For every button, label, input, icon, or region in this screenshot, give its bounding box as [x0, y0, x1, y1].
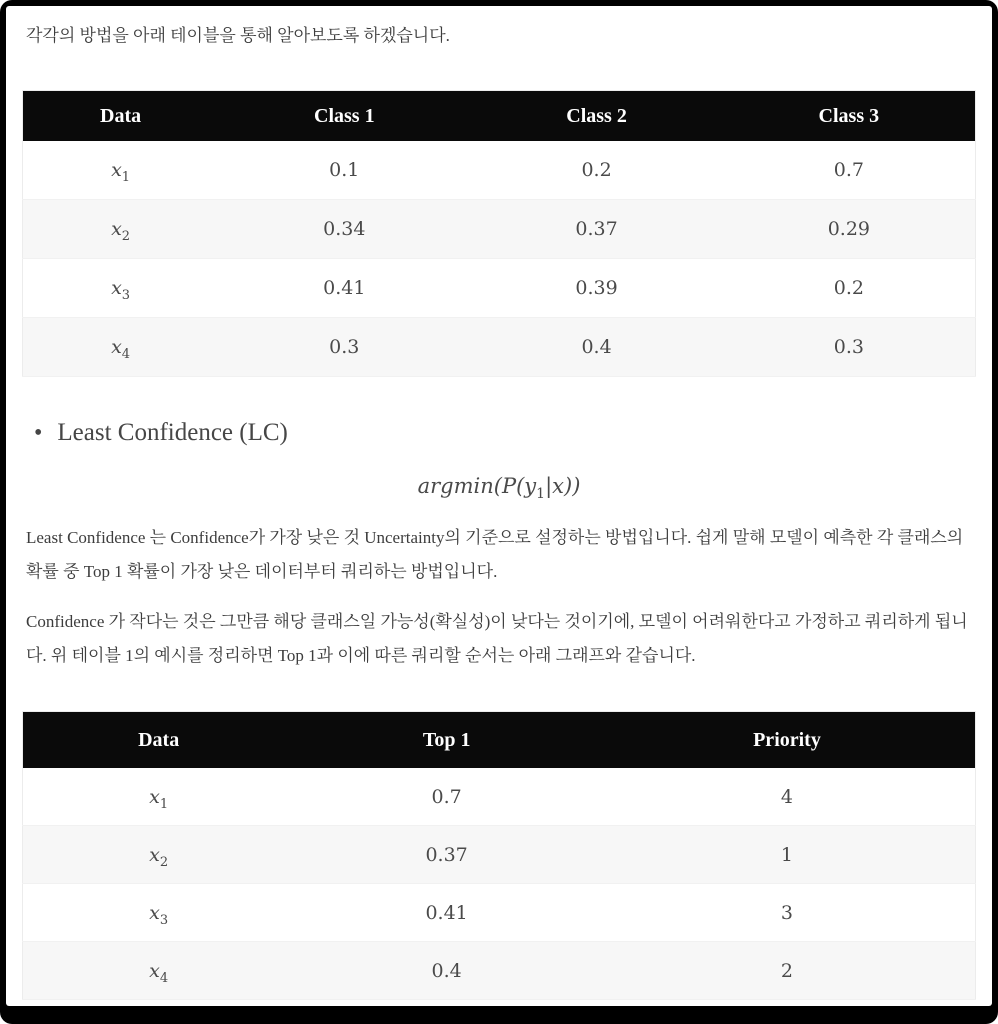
column-header: Class 2: [470, 91, 722, 142]
body-paragraph-2: Confidence 가 작다는 것은 그만큼 해당 클래스일 가능성(확실성)이 낮다는 것이기에, 모델이 어려워한다고 가정하고 쿼리하게 됩니다. 위 테이블 1의 예시를 정리하면 Top 1과 이에 따른 쿼리할 순서는 아래 그래프와 같습니다.: [26, 612, 968, 665]
section-heading-item: [34, 419, 976, 447]
table-cell: 0.2: [723, 259, 976, 318]
class-probability-table-header: [23, 91, 976, 142]
row-label: $x_4$: [23, 318, 219, 377]
priority-table: [22, 711, 976, 1000]
list-bullet-icon: •: [34, 419, 43, 446]
body-paragraph-1: Least Confidence 는 Confidence가 가장 낮은 것 Uncertainty의 기준으로 설정하는 방법입니다. 쉽게 말해 모델이 예측한 각 클래스의 확률 중 Top 1 확률이 가장 낮은 데이터부터 쿼리하는 방법입니다.: [26, 528, 964, 581]
table-cell: 0.2: [470, 141, 722, 200]
table-cell: 2: [599, 942, 976, 1000]
table-cell: 0.4: [294, 942, 599, 1000]
table-cell: 0.34: [218, 200, 470, 259]
formula-post: |x)): [545, 474, 581, 498]
table-row: [23, 768, 976, 826]
table-cell: 1: [599, 826, 976, 884]
table-row: [23, 141, 976, 200]
table-cell: 4: [599, 768, 976, 826]
table-row: [23, 884, 976, 942]
column-header: Priority: [599, 712, 976, 769]
priority-table-body: [23, 768, 976, 1000]
class-probability-table-body: [23, 141, 976, 377]
table-cell: 3: [599, 884, 976, 942]
row-label: $x_4$: [23, 942, 295, 1000]
table-cell: 0.1: [218, 141, 470, 200]
section-heading: Least Confidence (LC): [57, 419, 288, 446]
table-cell: 0.7: [723, 141, 976, 200]
table-cell: 0.37: [470, 200, 722, 259]
table-cell: 0.39: [470, 259, 722, 318]
column-header: Data: [23, 712, 295, 769]
table-cell: 0.41: [218, 259, 470, 318]
priority-table-header: [23, 712, 976, 769]
row-label: $x_3$: [23, 259, 219, 318]
table-cell: 0.37: [294, 826, 599, 884]
row-label: $x_2$: [23, 200, 219, 259]
table-row: [23, 259, 976, 318]
column-header: Class 3: [723, 91, 976, 142]
column-header: Class 1: [218, 91, 470, 142]
table-row: [23, 826, 976, 884]
argmin-formula: [22, 471, 976, 501]
row-label: $x_1$: [23, 141, 219, 200]
row-label: $x_3$: [23, 884, 295, 942]
intro-paragraph: 각각의 방법을 아래 테이블을 통해 알아보도록 하겠습니다.: [26, 26, 450, 45]
table-cell: 0.41: [294, 884, 599, 942]
article-content: [6, 6, 992, 1006]
row-label: $x_2$: [23, 826, 295, 884]
column-header: Top 1: [294, 712, 599, 769]
table-cell: 0.3: [218, 318, 470, 377]
table-row: [23, 200, 976, 259]
header-row: [23, 712, 976, 769]
header-row: [23, 91, 976, 142]
class-probability-table: [22, 90, 976, 377]
column-header: Data: [23, 91, 219, 142]
row-label: $x_1$: [23, 768, 295, 826]
formula-subscript: 1: [536, 486, 546, 503]
table-row: [23, 942, 976, 1000]
table-cell: 0.4: [470, 318, 722, 377]
table-cell: 0.3: [723, 318, 976, 377]
table-cell: 0.29: [723, 200, 976, 259]
table-cell: 0.7: [294, 768, 599, 826]
formula-pre: argmin(P(y: [417, 474, 537, 498]
table-row: [23, 318, 976, 377]
